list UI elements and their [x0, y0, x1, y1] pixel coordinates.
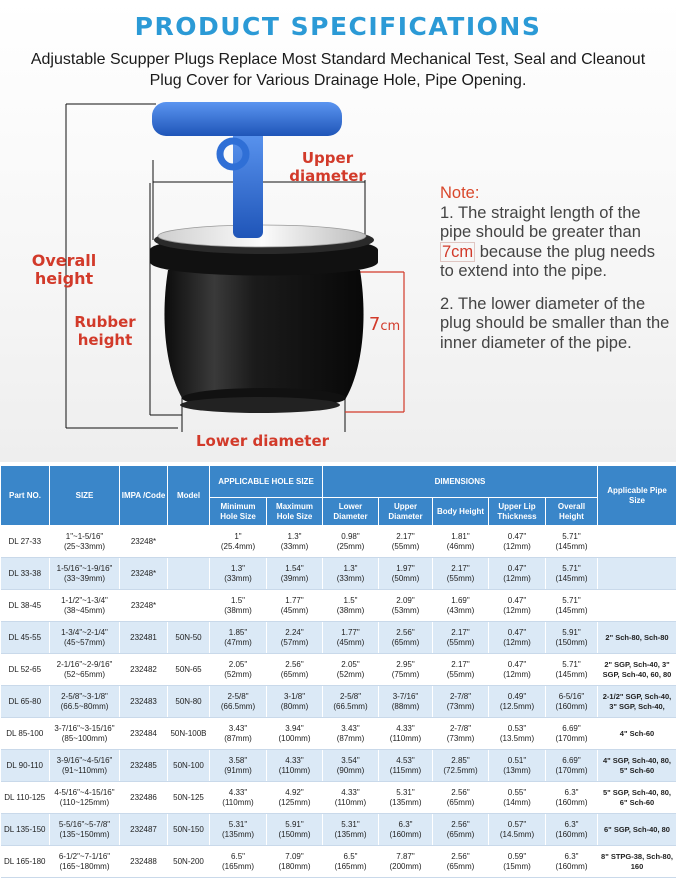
cell-model [168, 590, 210, 622]
cell-overall-height: 6-5/16" (160mm) [546, 686, 598, 718]
handle-stem [233, 130, 263, 238]
cell-overall-height: 6.69" (170mm) [546, 750, 598, 782]
cell-applicable-pipe-size [598, 526, 676, 558]
cell-applicable-pipe-size: 8" STPG-38, Sch-80, 160 [598, 846, 676, 878]
cell-maximum-hole-size: 1.54" (39mm) [267, 558, 323, 590]
cell-model [168, 558, 210, 590]
cell-body-height: 2-7/8" (73mm) [433, 686, 489, 718]
col-group-applicable-hole-size: APPLICABLE HOLE SIZE [210, 466, 323, 498]
table-row [1, 718, 676, 750]
cell-lower-diameter: 5.31" (135mm) [323, 814, 379, 846]
cell-size: 4-5/16"~4-15/16" (110~125mm) [50, 782, 120, 814]
col-body-height: Body Height [433, 498, 489, 526]
cell-impa-code: 232488 [120, 846, 168, 878]
cell-impa-code: 23248* [120, 590, 168, 622]
handle-t-bar [152, 102, 342, 136]
cell-maximum-hole-size: 2.24" (57mm) [267, 622, 323, 654]
cell-impa-code: 232482 [120, 654, 168, 686]
table-row [1, 750, 676, 782]
col-overall-height: Overall Height [546, 498, 598, 526]
cell-part-no: DL 135-150 [1, 814, 50, 846]
insertion-length-label: 7cm [368, 314, 401, 335]
cell-size: 3-9/16"~4-5/16" (91~110mm) [50, 750, 120, 782]
col-upper-diameter: Upper Diameter [379, 498, 433, 526]
cell-minimum-hole-size: 4.33" (110mm) [210, 782, 267, 814]
cell-body-height: 2.17" (55mm) [433, 622, 489, 654]
cell-upper-lip-thickness: 0.49" (12.5mm) [489, 686, 546, 718]
cell-applicable-pipe-size: 2" Sch-80, Sch-80 [598, 622, 676, 654]
cell-overall-height: 6.3" (160mm) [546, 846, 598, 878]
cell-model [168, 526, 210, 558]
cell-maximum-hole-size: 5.91" (150mm) [267, 814, 323, 846]
cell-size: 2-5/8"~3-1/8" (66.5~80mm) [50, 686, 120, 718]
col-part-no: Part NO. [1, 466, 50, 526]
cell-model: 50N-125 [168, 782, 210, 814]
cell-maximum-hole-size: 4.92" (125mm) [267, 782, 323, 814]
cell-model: 50N-100 [168, 750, 210, 782]
cell-minimum-hole-size: 3.43" (87mm) [210, 718, 267, 750]
table-row [1, 654, 676, 686]
col-minimum-hole-size: Minimum Hole Size [210, 498, 267, 526]
rubber-body [164, 270, 363, 398]
cell-applicable-pipe-size [598, 590, 676, 622]
cell-minimum-hole-size: 6.5" (165mm) [210, 846, 267, 878]
cell-lower-diameter: 1.3" (33mm) [323, 558, 379, 590]
col-impa-code: IMPA /Code [120, 466, 168, 526]
cell-lower-diameter: 6.5" (165mm) [323, 846, 379, 878]
table-row [1, 526, 676, 558]
cell-maximum-hole-size: 2.56" (65mm) [267, 654, 323, 686]
cell-lower-diameter: 1.5" (38mm) [323, 590, 379, 622]
specifications-table-container [0, 465, 676, 879]
cell-overall-height: 5.71" (145mm) [546, 590, 598, 622]
cell-model: 50N-80 [168, 686, 210, 718]
cell-upper-diameter: 2.95" (75mm) [379, 654, 433, 686]
col-applicable-pipe-size: Applicable Pipe Size [598, 466, 676, 526]
cell-impa-code: 232485 [120, 750, 168, 782]
cell-model: 50N-200 [168, 846, 210, 878]
cell-size: 5-5/16"~5-7/8" (135~150mm) [50, 814, 120, 846]
cell-maximum-hole-size: 3-1/8" (80mm) [267, 686, 323, 718]
col-lower-diameter: Lower Diameter [323, 498, 379, 526]
cell-upper-lip-thickness: 0.47" (12mm) [489, 526, 546, 558]
cell-model: 50N-150 [168, 814, 210, 846]
cell-size: 6-1/2"~7-1/16" (165~180mm) [50, 846, 120, 878]
cell-body-height: 1.81" (46mm) [433, 526, 489, 558]
table-row [1, 782, 676, 814]
page-title: PRODUCT SPECIFICATIONS [134, 12, 542, 41]
table-row [1, 590, 676, 622]
cell-part-no: DL 90-110 [1, 750, 50, 782]
cell-size: 1-1/2"~1-3/4" (38~45mm) [50, 590, 120, 622]
cell-lower-diameter: 1.77" (45mm) [323, 622, 379, 654]
cell-model: 50N-65 [168, 654, 210, 686]
upper-diameter-label: Upper diameter [289, 149, 366, 185]
cell-size: 1-3/4"~2-1/4" (45~57mm) [50, 622, 120, 654]
cell-upper-lip-thickness: 0.55" (14mm) [489, 782, 546, 814]
note-highlight-length: 7cm [442, 242, 474, 261]
overall-height-label: Overall height [31, 251, 97, 288]
cell-part-no: DL 52-65 [1, 654, 50, 686]
cell-body-height: 2-7/8" (73mm) [433, 718, 489, 750]
cell-maximum-hole-size: 1.77" (45mm) [267, 590, 323, 622]
product-subtitle: Adjustable Scupper Plugs Replace Most Standard Mechanical Test, Seal and Cleanout Plug Cover for Various Drainage Hole, Pipe Opening. [30, 51, 646, 89]
cell-minimum-hole-size: 2-5/8" (66.5mm) [210, 686, 267, 718]
cell-overall-height: 5.71" (145mm) [546, 654, 598, 686]
cell-upper-lip-thickness: 0.47" (12mm) [489, 654, 546, 686]
cell-upper-diameter: 2.56" (65mm) [379, 622, 433, 654]
cell-impa-code: 232484 [120, 718, 168, 750]
table-row [1, 558, 676, 590]
cell-part-no: DL 33-38 [1, 558, 50, 590]
cell-impa-code: 232487 [120, 814, 168, 846]
col-upper-lip-thickness: Upper Lip Thickness [489, 498, 546, 526]
note-title: Note: [440, 184, 480, 202]
cell-impa-code: 232483 [120, 686, 168, 718]
specifications-table-body [1, 526, 676, 878]
cell-part-no: DL 27-33 [1, 526, 50, 558]
cell-upper-diameter: 6.3" (160mm) [379, 814, 433, 846]
cell-upper-lip-thickness: 0.53" (13.5mm) [489, 718, 546, 750]
cell-lower-diameter: 2.05" (52mm) [323, 654, 379, 686]
cell-upper-lip-thickness: 0.47" (12mm) [489, 590, 546, 622]
cell-minimum-hole-size: 2.05" (52mm) [210, 654, 267, 686]
cell-lower-diameter: 2-5/8" (66.5mm) [323, 686, 379, 718]
cell-impa-code: 232486 [120, 782, 168, 814]
cell-body-height: 2.56" (65mm) [433, 814, 489, 846]
cell-body-height: 1.69" (43mm) [433, 590, 489, 622]
cell-part-no: DL 165-180 [1, 846, 50, 878]
cell-upper-diameter: 2.17" (55mm) [379, 526, 433, 558]
cell-minimum-hole-size: 1.3" (33mm) [210, 558, 267, 590]
cell-overall-height: 6.3" (160mm) [546, 814, 598, 846]
cell-applicable-pipe-size: 4" Sch-60 [598, 718, 676, 750]
cell-applicable-pipe-size: 4" SGP, Sch-40, 80, 5" Sch-60 [598, 750, 676, 782]
cell-lower-diameter: 3.54" (90mm) [323, 750, 379, 782]
col-model: Model [168, 466, 210, 526]
cell-applicable-pipe-size: 5" SGP, Sch-40, 80, 6" Sch-60 [598, 782, 676, 814]
cell-model: 50N-100B [168, 718, 210, 750]
cell-overall-height: 6.69" (170mm) [546, 718, 598, 750]
cell-impa-code: 23248* [120, 558, 168, 590]
cell-upper-diameter: 1.97" (50mm) [379, 558, 433, 590]
table-row [1, 846, 676, 878]
cell-upper-lip-thickness: 0.57" (14.5mm) [489, 814, 546, 846]
cell-upper-diameter: 2.09" (53mm) [379, 590, 433, 622]
cell-part-no: DL 85-100 [1, 718, 50, 750]
cell-overall-height: 5.71" (145mm) [546, 526, 598, 558]
cell-overall-height: 6.3" (160mm) [546, 782, 598, 814]
cell-part-no: DL 65-80 [1, 686, 50, 718]
cell-applicable-pipe-size: 2-1/2" SGP, Sch-40, 3" SGP, Sch-40, [598, 686, 676, 718]
cell-size: 1"~1-5/16" (25~33mm) [50, 526, 120, 558]
cell-body-height: 2.17" (55mm) [433, 654, 489, 686]
cell-upper-lip-thickness: 0.47" (12mm) [489, 558, 546, 590]
cell-maximum-hole-size: 4.33" (110mm) [267, 750, 323, 782]
cell-lower-diameter: 3.43" (87mm) [323, 718, 379, 750]
cell-part-no: DL 38-45 [1, 590, 50, 622]
cell-upper-lip-thickness: 0.51" (13mm) [489, 750, 546, 782]
rubber-height-label: Rubber height [74, 313, 136, 349]
specifications-table [0, 465, 676, 878]
cell-impa-code: 232481 [120, 622, 168, 654]
table-row [1, 686, 676, 718]
note-panel [440, 184, 670, 366]
table-row [1, 814, 676, 846]
cell-minimum-hole-size: 3.58" (91mm) [210, 750, 267, 782]
cell-maximum-hole-size: 1.3" (33mm) [267, 526, 323, 558]
cell-body-height: 2.85" (72.5mm) [433, 750, 489, 782]
cell-maximum-hole-size: 7.09" (180mm) [267, 846, 323, 878]
cell-impa-code: 23248* [120, 526, 168, 558]
cell-minimum-hole-size: 1" (25.4mm) [210, 526, 267, 558]
cell-size: 3-7/16"~3-15/16" (85~100mm) [50, 718, 120, 750]
cell-lower-diameter: 0.98" (25mm) [323, 526, 379, 558]
cell-upper-diameter: 7.87" (200mm) [379, 846, 433, 878]
col-size: SIZE [50, 466, 120, 526]
cell-lower-diameter: 4.33" (110mm) [323, 782, 379, 814]
cell-part-no: DL 45-55 [1, 622, 50, 654]
cell-applicable-pipe-size: 6" SGP, Sch-40, 80 [598, 814, 676, 846]
cell-upper-lip-thickness: 0.47" (12mm) [489, 622, 546, 654]
cell-model: 50N-50 [168, 622, 210, 654]
cell-body-height: 2.17" (55mm) [433, 558, 489, 590]
cell-minimum-hole-size: 1.5" (38mm) [210, 590, 267, 622]
cell-maximum-hole-size: 3.94" (100mm) [267, 718, 323, 750]
cell-body-height: 2.56" (65mm) [433, 846, 489, 878]
cell-minimum-hole-size: 1.85" (47mm) [210, 622, 267, 654]
cell-upper-lip-thickness: 0.59" (15mm) [489, 846, 546, 878]
lower-diameter-label: Lower diameter [195, 432, 330, 450]
cell-overall-height: 5.71" (145mm) [546, 558, 598, 590]
cell-applicable-pipe-size [598, 558, 676, 590]
col-maximum-hole-size: Maximum Hole Size [267, 498, 323, 526]
cell-upper-diameter: 4.53" (115mm) [379, 750, 433, 782]
cell-applicable-pipe-size: 2" SGP, Sch-40, 3" SGP, Sch-40, 60, 80 [598, 654, 676, 686]
note-item-1: 1. The straight length of the pipe should be greater than 7cm because the plug needs to extend into the pipe. [440, 203, 655, 280]
cell-upper-diameter: 4.33" (110mm) [379, 718, 433, 750]
note-item-2: 2. The lower diameter of the plug should be smaller than the inner diameter of the pipe. [440, 294, 670, 352]
table-row [1, 622, 676, 654]
cell-size: 2-1/16"~2-9/16" (52~65mm) [50, 654, 120, 686]
cell-size: 1-5/16"~1-9/16" (33~39mm) [50, 558, 120, 590]
col-group-dimensions: DIMENSIONS [323, 466, 598, 498]
cell-body-height: 2.56" (65mm) [433, 782, 489, 814]
cell-overall-height: 5.91" (150mm) [546, 622, 598, 654]
scupper-plug-illustration [0, 0, 430, 462]
cell-minimum-hole-size: 5.31" (135mm) [210, 814, 267, 846]
cell-part-no: DL 110-125 [1, 782, 50, 814]
cell-upper-diameter: 5.31" (135mm) [379, 782, 433, 814]
cell-upper-diameter: 3-7/16" (88mm) [379, 686, 433, 718]
